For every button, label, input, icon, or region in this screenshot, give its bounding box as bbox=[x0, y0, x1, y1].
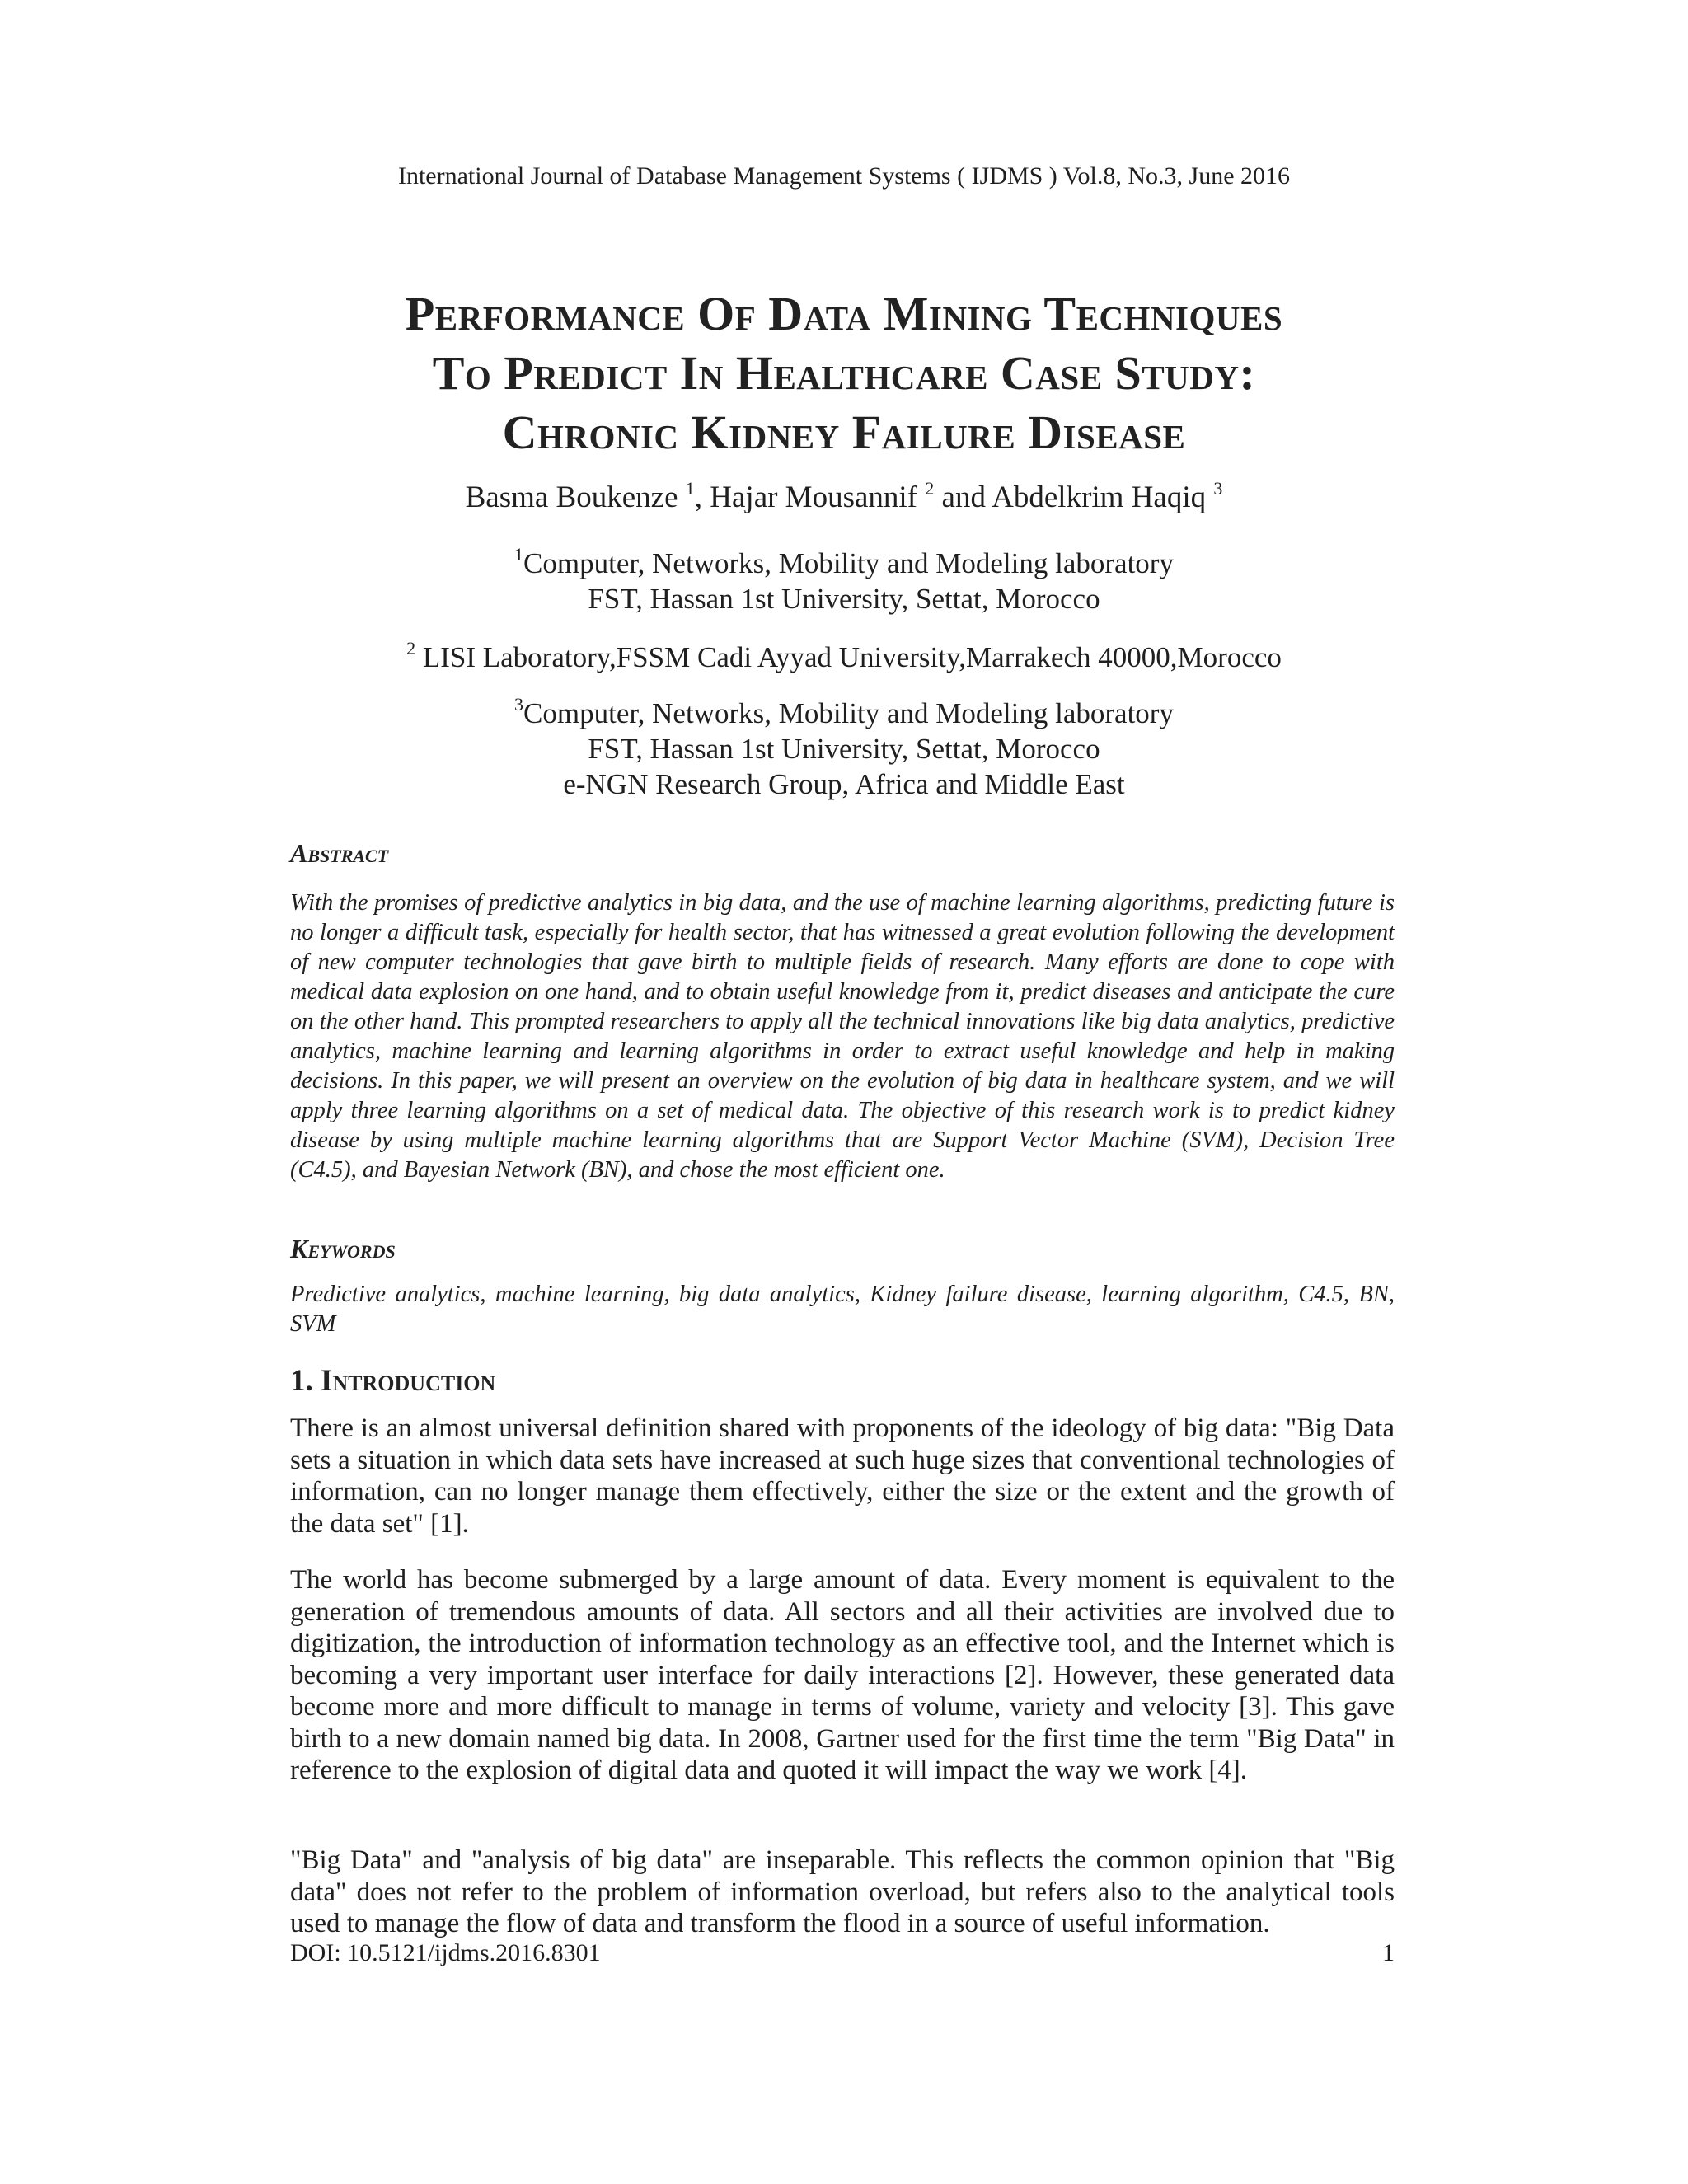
page-number: 1 bbox=[1382, 1939, 1395, 1966]
title-line-2: To Predict In Healthcare Case Study: bbox=[432, 346, 1256, 400]
paper-title bbox=[0, 284, 1688, 462]
title-line-1: Performance Of Data Mining Techniques bbox=[405, 287, 1283, 340]
affiliation-line: e-NGN Research Group, Africa and Middle East bbox=[563, 768, 1125, 800]
keywords-text: Predictive analytics, machine learning, big data analytics, Kidney failure disease, learning algorithm, C4.5, BN, SVM bbox=[290, 1282, 1395, 1337]
doi-footer: DOI: 10.5121/ijdms.2016.8301 bbox=[290, 1939, 601, 1966]
author-name: Abdelkrim Haqiq bbox=[992, 480, 1207, 514]
affiliation-text: LISI Laboratory,FSSM Cadi Ayyad University,Marrakech 40000,Morocco bbox=[422, 641, 1282, 673]
author-affiliation-mark: 1 bbox=[685, 477, 695, 499]
affiliation-line bbox=[0, 696, 1688, 731]
affiliation-mark: 3 bbox=[514, 694, 524, 715]
abstract-heading: Abstract bbox=[290, 838, 389, 868]
author-separator: and bbox=[934, 480, 992, 514]
affiliation-text: Computer, Networks, Mobility and Modeling laboratory bbox=[523, 547, 1174, 579]
affiliation-1 bbox=[0, 546, 1688, 616]
affiliation-mark: 2 bbox=[406, 638, 416, 659]
author-name: Basma Boukenze bbox=[465, 480, 678, 514]
author-list bbox=[0, 478, 1688, 518]
journal-header: International Journal of Database Management Systems ( IJDMS ) Vol.8, No.3, June 2016 bbox=[397, 162, 1291, 190]
affiliation-line bbox=[0, 546, 1688, 581]
affiliation-text: Computer, Networks, Mobility and Modeling laboratory bbox=[523, 697, 1174, 729]
affiliation-2 bbox=[0, 640, 1688, 675]
title-line-3: Chronic Kidney Failure Disease bbox=[502, 405, 1186, 459]
keywords-heading: Keywords bbox=[290, 1234, 396, 1263]
affiliation-line: FST, Hassan 1st University, Settat, Morocco bbox=[588, 583, 1100, 615]
body-paragraph: "Big Data" and "analysis of big data" are inseparable. This reflects the common opinion that "Big data" does not refer to the problem of information overload, but refers also to the analytical tools used to manage the flow of data and transform the flood in a source of useful information. bbox=[290, 1845, 1395, 1938]
introduction-heading: 1. Introduction bbox=[290, 1364, 496, 1398]
body-paragraph: The world has become submerged by a large amount of data. Every moment is equivalent to the generation of tremendous amounts of data. All sectors and all their activities are involved due to digitization, the introduction of information technology as an effective tool, and the Internet which is becoming a very important user interface for daily interactions [2]. However, these generated data become more and more difficult to manage in terms of volume, variety and velocity [3]. This gave birth to a new domain named big data. In 2008, Gartner used for the first time the term "Big Data" in reference to the explosion of digital data and quoted it will impact the way we work [4]. bbox=[290, 1565, 1395, 1785]
affiliation-line bbox=[0, 640, 1688, 675]
affiliation-3 bbox=[0, 696, 1688, 802]
author-affiliation-mark: 2 bbox=[925, 477, 935, 499]
author-name: Hajar Mousannif bbox=[710, 480, 918, 514]
abstract-text: With the promises of predictive analytics in big data, and the use of machine learning algorithms, predicting future is no longer a difficult task, especially for health sector, that has witnessed a great evolution following the development of new computer technologies that gave birth to multiple fields of research. Many efforts are done to cope with medical data explosion on one hand, and to obtain useful knowledge from it, predict diseases and anticipate the cure on the other hand. This prompted researchers to apply all the technical innovations like big data analytics, predictive analytics, machine learning and learning algorithms in order to extract useful knowledge and help in making decisions. In this paper, we will present an overview on the evolution of big data in healthcare system, and we will apply three learning algorithms on a set of medical data. The objective of this research work is to predict kidney disease by using multiple machine learning algorithms that are Support Vector Machine (SVM), Decision Tree (C4.5), and Bayesian Network (BN), and chose the most efficient one. bbox=[290, 890, 1395, 1183]
body-paragraph: There is an almost universal definition shared with proponents of the ideology of big data: "Big Data sets a situation in which data sets have increased at such huge sizes that conventional technologies of information, can no longer manage them effectively, either the size or the extent and the growth of the data set" [1]. bbox=[290, 1413, 1395, 1539]
affiliation-mark: 1 bbox=[514, 544, 524, 565]
affiliation-line: FST, Hassan 1st University, Settat, Morocco bbox=[588, 733, 1100, 765]
author-separator: , bbox=[694, 480, 710, 514]
author-affiliation-mark: 3 bbox=[1213, 477, 1223, 499]
